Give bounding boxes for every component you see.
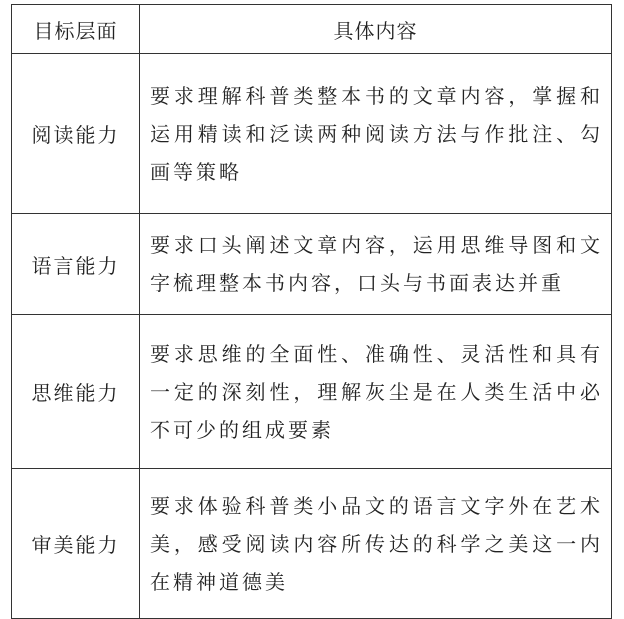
table-header-row — [12, 5, 612, 54]
table-row — [12, 469, 612, 619]
table-row — [12, 214, 612, 315]
row-level-thinking: 思维能力 — [12, 315, 140, 469]
row-content-reading: 要求理解科普类整本书的文章内容，掌握和运用精读和泛读两种阅读方法与作批注、勾画等策略 — [140, 54, 612, 214]
row-content-thinking: 要求思维的全面性、准确性、灵活性和具有一定的深刻性，理解灰尘是在人类生活中必不可少的组成要素 — [140, 315, 612, 469]
row-content-language: 要求口头阐述文章内容，运用思维导图和文字梳理整本书内容，口头与书面表达并重 — [140, 214, 612, 315]
row-level-reading: 阅读能力 — [12, 54, 140, 214]
table-row — [12, 54, 612, 214]
table-row — [12, 315, 612, 469]
row-level-aesthetic: 审美能力 — [12, 469, 140, 619]
row-level-language: 语言能力 — [12, 214, 140, 315]
header-level: 目标层面 — [12, 5, 140, 54]
goals-table — [11, 4, 612, 619]
row-content-aesthetic: 要求体验科普类小品文的语言文字外在艺术美，感受阅读内容所传达的科学之美这一内在精神道德美 — [140, 469, 612, 619]
header-content: 具体内容 — [140, 5, 612, 54]
